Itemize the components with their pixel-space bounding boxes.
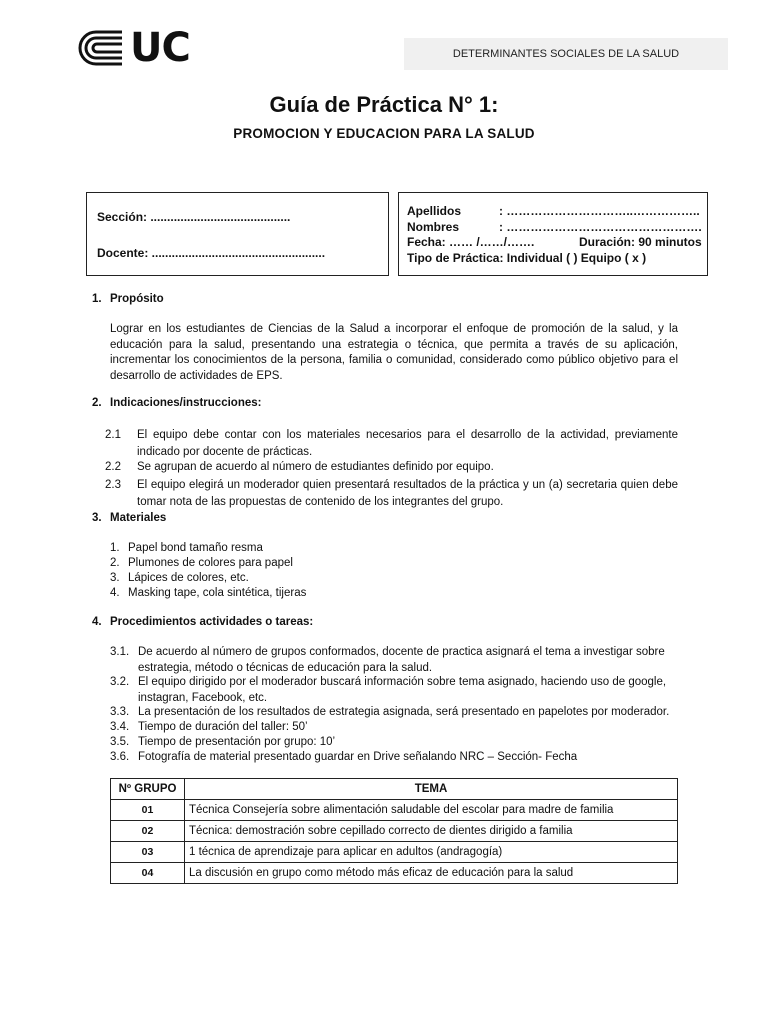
item-number: 3.2. — [110, 676, 130, 688]
topic-cell: La discusión en grupo como método más eficaz de educación para la salud — [185, 863, 678, 884]
student-info-box — [398, 192, 708, 276]
item-number: 2.3 — [105, 479, 121, 491]
logo-text: UC — [130, 25, 190, 71]
procedure-item — [110, 750, 678, 766]
page-title: Guía de Práctica N° 1: — [269, 92, 499, 117]
apellidos-label: Apellidos — [407, 204, 462, 218]
item-number: 3.1. — [110, 646, 130, 658]
section-number: 3. — [92, 512, 102, 524]
seccion-field[interactable]: Sección: .......................................... — [97, 210, 291, 224]
item-number: 2. — [110, 557, 120, 569]
section-teacher-box — [86, 192, 389, 276]
section-number: 4. — [92, 616, 102, 628]
section-title: Propósito — [110, 293, 164, 305]
item-text: Tiempo de presentación por grupo: 10’ — [138, 736, 336, 748]
material-item — [110, 541, 680, 557]
item-text: Tiempo de duración del taller: 50’ — [138, 721, 308, 733]
tipo-practica-row[interactable] — [407, 251, 707, 267]
section-heading-proposito — [92, 292, 164, 308]
material-item — [110, 556, 680, 572]
section-heading-indicaciones — [92, 396, 261, 412]
nombres-row[interactable] — [407, 220, 707, 236]
apellidos-row[interactable] — [407, 204, 707, 220]
procedure-item — [110, 720, 678, 736]
course-name-box: DETERMINANTES SOCIALES DE LA SALUD — [404, 38, 728, 70]
section-number: 2. — [92, 397, 102, 409]
group-number-cell: 02 — [111, 821, 185, 842]
table-row — [111, 821, 678, 842]
topic-cell: Técnica Consejería sobre alimentación saludable del escolar para madre de familia — [185, 800, 678, 821]
uc-emblem-icon — [78, 30, 124, 66]
table-row — [111, 842, 678, 863]
fecha-field: Fecha: …… /……/……. — [407, 235, 535, 249]
table-header-row — [111, 779, 678, 800]
nombres-value: : …………………………………………. — [499, 219, 702, 234]
section-title: Materiales — [110, 512, 167, 524]
procedure-item — [110, 645, 678, 676]
section-heading-procedimientos — [92, 615, 313, 631]
item-text: El equipo dirigido por el moderador buscará información sobre tema asignado, haciendo uso de google, instagran, Facebook, etc. — [138, 676, 667, 704]
item-number: 1. — [110, 542, 120, 554]
procedure-item — [110, 675, 678, 706]
instruction-item — [105, 427, 678, 461]
item-text: Papel bond tamaño resma — [128, 542, 263, 554]
table-row — [111, 863, 678, 884]
material-item — [110, 571, 680, 587]
item-number: 3.3. — [110, 706, 130, 718]
instruction-item — [105, 477, 678, 511]
topic-cell: 1 técnica de aprendizaje para aplicar en adultos (andragogía) — [185, 842, 678, 863]
table-row — [111, 800, 678, 821]
duracion-text: Duración: 90 minutos — [579, 235, 702, 249]
section-number: 1. — [92, 293, 102, 305]
groups-table — [110, 778, 678, 884]
column-header-tema: TEMA — [185, 779, 678, 800]
group-number-cell: 04 — [111, 863, 185, 884]
proposito-paragraph: Lograr en los estudiantes de Ciencias de la Salud a incorporar el enfoque de promoción de la salud, y la educación para la salud, presentando una estrategia o técnica, que permita a través de su aplicación, incrementar los conocimientos de la persona, familia o comunidad, considerado como público objetivo para el desarrollo de actividades de EPS. — [110, 323, 678, 382]
apellidos-value: : …………………………..…………….. — [499, 204, 700, 218]
item-number: 3.4. — [110, 721, 130, 733]
docente-field[interactable]: Docente: .................................................... — [97, 246, 326, 260]
item-number: 2.1 — [105, 429, 121, 441]
section-title: Indicaciones/instrucciones: — [110, 397, 262, 409]
topic-cell: Técnica: demostración sobre cepillado correcto de dientes dirigido a familia — [185, 821, 678, 842]
section-heading-materiales — [92, 511, 166, 527]
section-title: Procedimientos actividades o tareas: — [110, 616, 314, 628]
column-header-grupo: Nº GRUPO — [111, 779, 185, 800]
item-number: 3. — [110, 572, 120, 584]
item-text: La presentación de los resultados de estrategia asignada, será presentado en papelotes por moderador. — [138, 706, 670, 718]
item-number: 4. — [110, 587, 120, 599]
group-number-cell: 03 — [111, 842, 185, 863]
item-text: Plumones de colores para papel — [128, 557, 293, 569]
item-text: El equipo elegirá un moderador quien presentará resultados de la práctica y un (a) secretaria quien debe tomar nota de las propuestas de contenido de los integrantes del grupo. — [137, 479, 678, 508]
nombres-label: Nombres — [407, 219, 460, 234]
item-number: 3.6. — [110, 751, 130, 763]
item-number: 2.2 — [105, 461, 121, 473]
item-text: El equipo debe contar con los materiales necesarios para el desarrollo de la actividad, previamente indicado por docente de prácticas. — [137, 429, 678, 458]
item-number: 3.5. — [110, 736, 130, 748]
procedure-item — [110, 735, 678, 751]
procedure-item — [110, 705, 678, 721]
tipo-practica-text: Tipo de Práctica: Individual ( ) Equipo ( x ) — [407, 250, 647, 265]
instruction-item — [105, 460, 678, 476]
item-text: Se agrupan de acuerdo al número de estudiantes definido por equipo. — [137, 461, 494, 473]
item-text: De acuerdo al número de grupos conformados, docente de practica asignará el tema a investigar sobre estrategia, método o técnicas de educación para la salud. — [138, 646, 665, 674]
uc-logo — [78, 25, 190, 71]
material-item — [110, 586, 680, 602]
item-text: Fotografía de material presentado guardar en Drive señalando NRC – Sección- Fecha — [138, 751, 578, 763]
item-text: Masking tape, cola sintética, tijeras — [128, 587, 307, 599]
page-subtitle: PROMOCION Y EDUCACION PARA LA SALUD — [233, 126, 535, 141]
group-number-cell: 01 — [111, 800, 185, 821]
item-text: Lápices de colores, etc. — [128, 572, 249, 584]
fecha-row[interactable] — [407, 235, 707, 251]
